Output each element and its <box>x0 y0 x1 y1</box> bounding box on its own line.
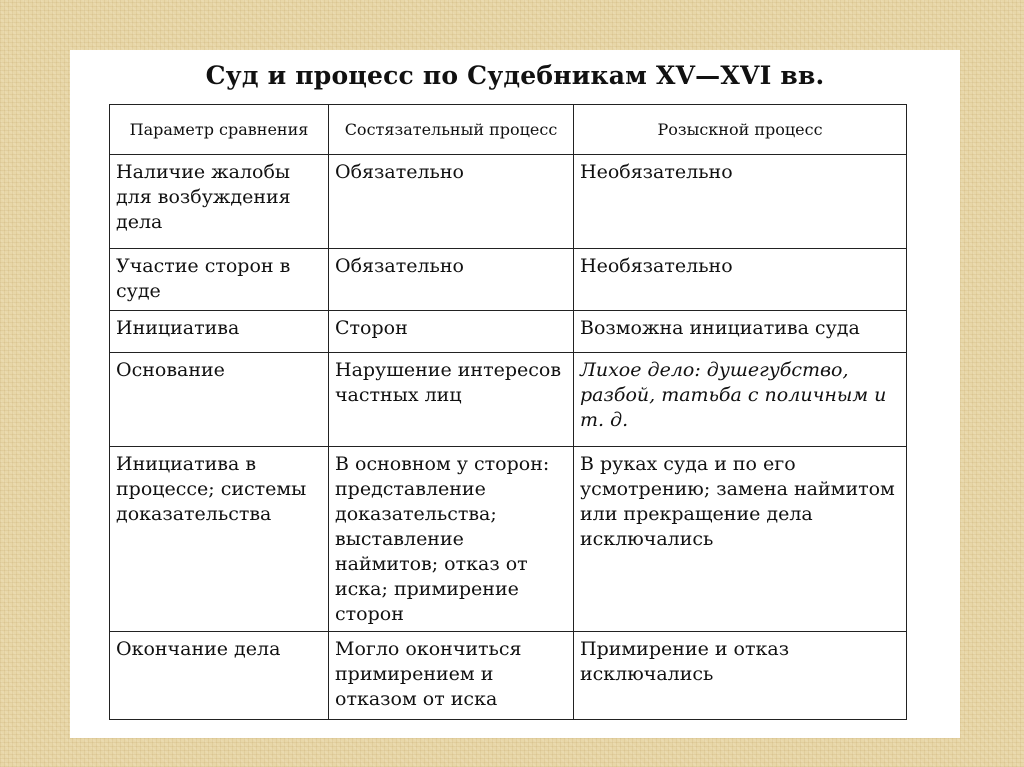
table-row <box>110 353 907 447</box>
table-header-row <box>110 105 907 155</box>
header-parameter: Параметр сравнения <box>110 105 329 155</box>
comparison-table <box>109 104 907 720</box>
document-page <box>70 50 960 738</box>
cell-adversarial: Могло окончиться примирением и отказом от иска <box>329 632 574 720</box>
cell-parameter: Основание <box>110 353 329 447</box>
table-row <box>110 311 907 353</box>
cell-parameter: Участие сторон в суде <box>110 249 329 311</box>
cell-parameter: Наличие жалобы для возбуждения дела <box>110 155 329 249</box>
page-title: Суд и процесс по Судебникам XV—XVI вв. <box>205 61 825 90</box>
cell-inquisitorial: Лихое дело: душегубство, разбой, татьба с поличным и т. д. <box>574 353 907 447</box>
cell-parameter: Окончание дела <box>110 632 329 720</box>
cell-adversarial: Обязательно <box>329 249 574 311</box>
table-row <box>110 249 907 311</box>
cell-parameter: Инициатива <box>110 311 329 353</box>
cell-inquisitorial: Необязательно <box>574 249 907 311</box>
header-adversarial: Состязательный процесс <box>329 105 574 155</box>
table-row <box>110 447 907 632</box>
cell-inquisitorial: Возможна инициатива суда <box>574 311 907 353</box>
header-inquisitorial: Розыскной процесс <box>574 105 907 155</box>
cell-adversarial: Сторон <box>329 311 574 353</box>
cell-adversarial: Обязательно <box>329 155 574 249</box>
cell-adversarial: В основном у сторон: представление доказательства; выставление наймитов; отказ от иска; примирение сторон <box>329 447 574 632</box>
cell-inquisitorial: В руках суда и по его усмотрению; замена наймитом или прекращение дела исключались <box>574 447 907 632</box>
cell-parameter: Инициатива в процессе; системы доказательства <box>110 447 329 632</box>
cell-adversarial: Нарушение интересов частных лиц <box>329 353 574 447</box>
cell-inquisitorial: Примирение и отказ исключались <box>574 632 907 720</box>
cell-inquisitorial: Необязательно <box>574 155 907 249</box>
table-row <box>110 632 907 720</box>
table-row <box>110 155 907 249</box>
